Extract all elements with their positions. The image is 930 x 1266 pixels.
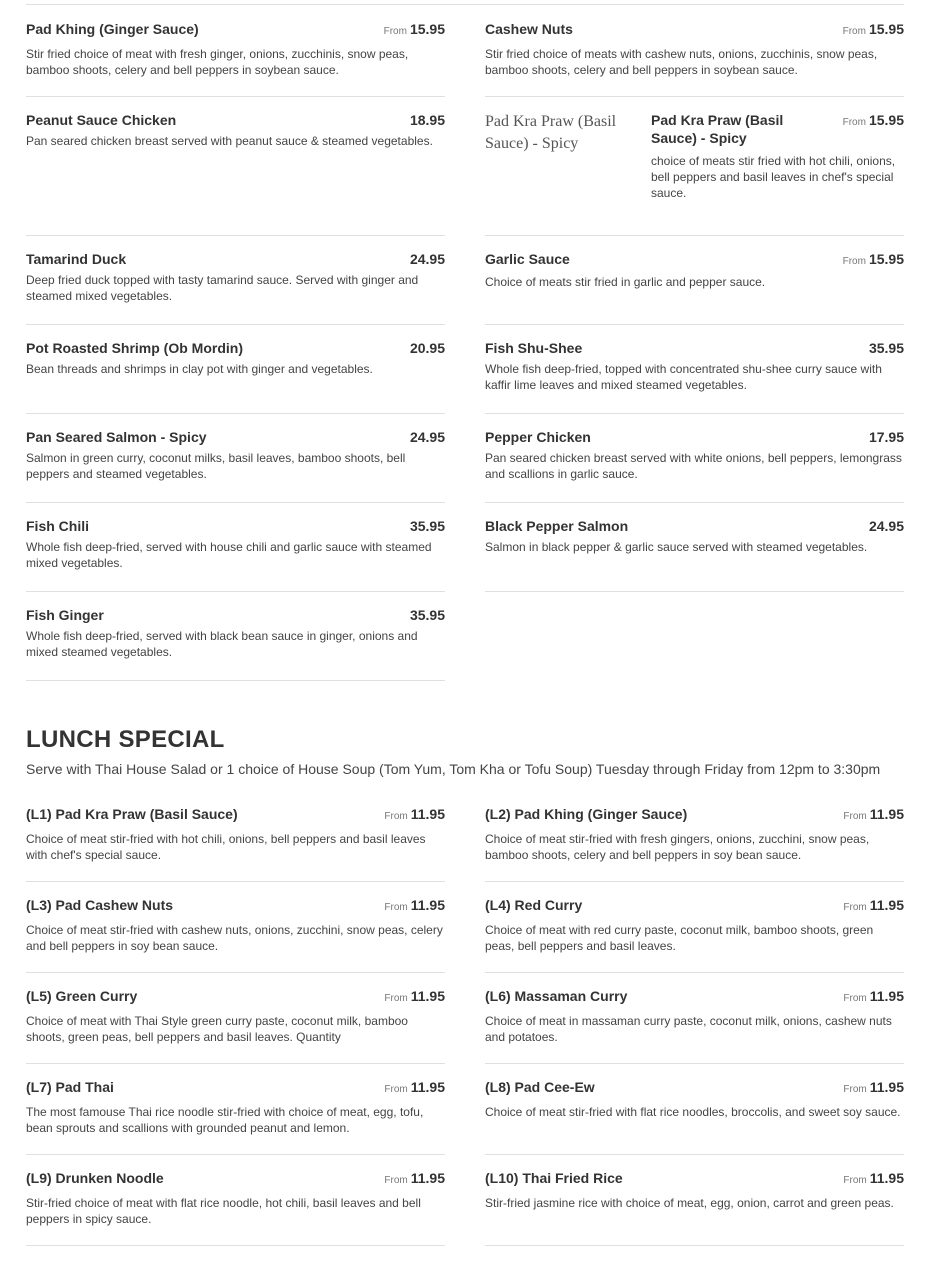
item-name: Garlic Sauce [485, 251, 570, 267]
price-from-label: From [843, 993, 867, 1004]
item-name: (L4) Red Curry [485, 897, 583, 913]
item-price [384, 896, 445, 917]
item-name: (L6) Massaman Curry [485, 988, 628, 1004]
menu-item[interactable] [26, 428, 445, 503]
price-value: 35.95 [409, 518, 445, 534]
item-name: Fish Shu-Shee [485, 340, 583, 356]
menu-item[interactable] [26, 1169, 445, 1246]
menu-item[interactable] [26, 606, 445, 681]
price-value: 24.95 [868, 518, 904, 534]
item-price [407, 606, 445, 627]
price-value: 11.95 [410, 988, 445, 1004]
price-value: 11.95 [410, 806, 445, 822]
item-name: (L7) Pad Thai [26, 1079, 114, 1095]
menu-column-left [26, 20, 445, 681]
item-price [843, 250, 904, 271]
menu-item[interactable] [485, 1169, 904, 1246]
item-name: Tamarind Duck [26, 251, 127, 267]
item-name: Peanut Sauce Chicken [26, 112, 177, 128]
item-price [843, 896, 904, 917]
price-value: 11.95 [410, 1170, 445, 1186]
item-price [384, 20, 445, 41]
price-value: 11.95 [869, 806, 904, 822]
price-from-label: From [843, 902, 867, 913]
item-price [384, 805, 445, 826]
item-name: (L2) Pad Khing (Ginger Sauce) [485, 806, 688, 822]
item-name: Cashew Nuts [485, 21, 573, 37]
item-description: Choice of meat in massaman curry paste, coconut milk, onions, cashew nuts and potatoes. [485, 1014, 892, 1044]
item-name: Pad Khing (Ginger Sauce) [26, 21, 199, 37]
price-from-label: From [842, 256, 866, 267]
menu-item[interactable] [485, 517, 904, 592]
menu-item[interactable] [26, 111, 445, 236]
price-value: 18.95 [409, 112, 445, 128]
item-price [843, 1169, 904, 1190]
price-value: 11.95 [869, 988, 904, 1004]
menu-item[interactable] [485, 987, 904, 1064]
item-price [407, 339, 445, 360]
price-value: 35.95 [868, 340, 904, 356]
menu-item[interactable] [485, 20, 904, 97]
lunch-column-left [26, 805, 445, 1246]
item-description: Choice of meat stir-fried with cashew nuts, onions, zucchini, snow peas, celery and bell peppers in soy bean sauce. [26, 923, 443, 953]
top-divider [26, 4, 904, 5]
section-title: LUNCH SPECIAL [26, 726, 225, 753]
menu-item[interactable] [485, 805, 904, 882]
price-value: 35.95 [409, 607, 445, 623]
item-description: Choice of meat stir-fried with hot chili, onions, bell peppers and basil leaves with chef's special sauce. [26, 832, 426, 862]
price-from-label: From [384, 902, 408, 913]
item-price [843, 1078, 904, 1099]
item-description: Stir-fried choice of meat with flat rice noodle, hot chili, basil leaves and bell peppers in spicy sauce. [26, 1196, 421, 1226]
item-description: Whole fish deep-fried, served with black bean sauce in ginger, onions and mixed steamed vegetables. [26, 629, 418, 659]
item-name: (L3) Pad Cashew Nuts [26, 897, 174, 913]
price-value: 11.95 [869, 1170, 904, 1186]
item-name: Pot Roasted Shrimp (Ob Mordin) [26, 340, 243, 356]
price-from-label: From [843, 811, 867, 822]
item-price [407, 517, 445, 538]
price-from-label: From [383, 26, 407, 37]
price-from-label: From [842, 117, 866, 128]
item-name: (L5) Green Curry [26, 988, 138, 1004]
item-price [407, 250, 445, 271]
item-description: Deep fried duck topped with tasty tamarind sauce. Served with ginger and steamed mixed vegetables. [26, 273, 419, 303]
item-description: The most famouse Thai rice noodle stir-fried with choice of meat, egg, tofu, bean sprouts and scallions with grounded peanut and lemon. [26, 1105, 424, 1135]
item-description: Pan seared chicken breast served with white onions, bell peppers, lemongrass and scallions in garlic sauce. [485, 451, 902, 481]
broken-image-alt: Pad Kra Praw (Basil Sauce) - Spicy [485, 113, 617, 152]
price-value: 20.95 [409, 340, 445, 356]
price-value: 11.95 [869, 897, 904, 913]
menu-item[interactable] [26, 896, 445, 973]
item-name: Fish Ginger [26, 607, 104, 623]
item-price [407, 111, 445, 132]
item-description: Choice of meat with red curry paste, coconut milk, bamboo shoots, green peas, bell peppers and basil leaves. [485, 923, 874, 953]
item-price [843, 111, 904, 132]
price-value: 17.95 [868, 429, 904, 445]
item-price [866, 517, 904, 538]
menu-item[interactable] [26, 517, 445, 592]
item-name: Pepper Chicken [485, 429, 591, 445]
item-name: Pan Seared Salmon - Spicy [26, 429, 207, 445]
price-value: 15.95 [868, 112, 904, 128]
price-from-label: From [384, 1084, 408, 1095]
price-from-label: From [384, 811, 408, 822]
item-price [866, 339, 904, 360]
section-subtitle: Serve with Thai House Salad or 1 choice of House Soup (Tom Yum, Tom Kha or Tofu Soup) Tuesday through Friday from 12pm to 3:30pm [26, 761, 881, 777]
menu-item[interactable] [26, 339, 445, 414]
menu-column-right [485, 20, 904, 592]
price-value: 15.95 [868, 21, 904, 37]
item-name: (L9) Drunken Noodle [26, 1170, 164, 1186]
menu-item[interactable] [26, 1078, 445, 1155]
item-price [843, 805, 904, 826]
item-price [843, 20, 904, 41]
item-description: Stir fried choice of meats with cashew nuts, onions, zucchinis, snow peas, bamboo shoots, celery and bell peppers in soybean sauce. [485, 47, 878, 77]
price-value: 24.95 [409, 429, 445, 445]
price-value: 15.95 [868, 251, 904, 267]
item-name: (L8) Pad Cee-Ew [485, 1079, 595, 1095]
price-value: 24.95 [409, 251, 445, 267]
item-price [843, 987, 904, 1008]
price-from-label: From [842, 26, 866, 37]
item-name: Fish Chili [26, 518, 89, 534]
item-description: Salmon in green curry, coconut milks, basil leaves, bamboo shoots, bell peppers and steamed vegetables. [26, 451, 406, 481]
menu-item[interactable] [26, 250, 445, 325]
price-value: 11.95 [410, 897, 445, 913]
price-value: 15.95 [409, 21, 445, 37]
price-value: 11.95 [869, 1079, 904, 1095]
menu-item[interactable] [485, 250, 904, 325]
item-description: Whole fish deep-fried, served with house chili and garlic sauce with steamed mixed vegetables. [26, 540, 432, 570]
item-description: choice of meats stir fried with hot chili, onions, bell peppers and basil leaves in chef's special sauce. [651, 154, 896, 200]
price-from-label: From [843, 1084, 867, 1095]
price-from-label: From [843, 1175, 867, 1186]
item-description: Bean threads and shrimps in clay pot with ginger and vegetables. [26, 362, 373, 376]
menu-item[interactable] [26, 20, 445, 97]
item-description: Choice of meat with Thai Style green curry paste, coconut milk, bamboo shoots, green peas, bell peppers and basil leaves. Quantity [26, 1014, 408, 1044]
item-name: (L1) Pad Kra Praw (Basil Sauce) [26, 806, 238, 822]
menu-item[interactable] [485, 1078, 904, 1155]
item-name: (L10) Thai Fried Rice [485, 1170, 623, 1186]
item-price [866, 428, 904, 449]
item-price [384, 1169, 445, 1190]
item-price [407, 428, 445, 449]
item-description: Stir fried choice of meat with fresh ginger, onions, zucchinis, snow peas, bamboo shoots, celery and bell peppers in soybean sauce. [26, 47, 409, 77]
item-price [384, 987, 445, 1008]
price-from-label: From [384, 1175, 408, 1186]
price-value: 11.95 [410, 1079, 445, 1095]
menu-item[interactable] [485, 896, 904, 973]
lunch-column-right [485, 805, 904, 1246]
menu-item[interactable] [26, 805, 445, 882]
item-description: Whole fish deep-fried, topped with concentrated shu-shee curry sauce with kaffir lime leaves and mixed steamed vegetables. [485, 362, 882, 392]
item-price [384, 1078, 445, 1099]
menu-item[interactable] [485, 428, 904, 503]
item-name: Black Pepper Salmon [485, 518, 629, 534]
menu-item[interactable] [26, 987, 445, 1064]
item-description: Pan seared chicken breast served with peanut sauce & steamed vegetables. [26, 134, 433, 148]
item-description: Choice of meats stir fried in garlic and pepper sauce. [485, 275, 766, 289]
menu-item[interactable] [485, 339, 904, 414]
item-description: Choice of meat stir-fried with fresh gingers, onions, zucchini, snow peas, bamboo shoots, celery and bell peppers in soy bean sauce. [485, 832, 870, 862]
item-description: Stir-fried jasmine rice with choice of meat, egg, onion, carrot and green peas. [485, 1196, 894, 1210]
item-description: Salmon in black pepper & garlic sauce served with steamed vegetables. [485, 540, 868, 554]
item-description: Choice of meat stir-fried with flat rice noodles, broccolis, and sweet soy sauce. [485, 1105, 901, 1119]
item-name: Pad Kra Praw (Basil Sauce) - Spicy [651, 112, 784, 146]
price-from-label: From [384, 993, 408, 1004]
menu-item-with-image[interactable] [485, 111, 904, 236]
